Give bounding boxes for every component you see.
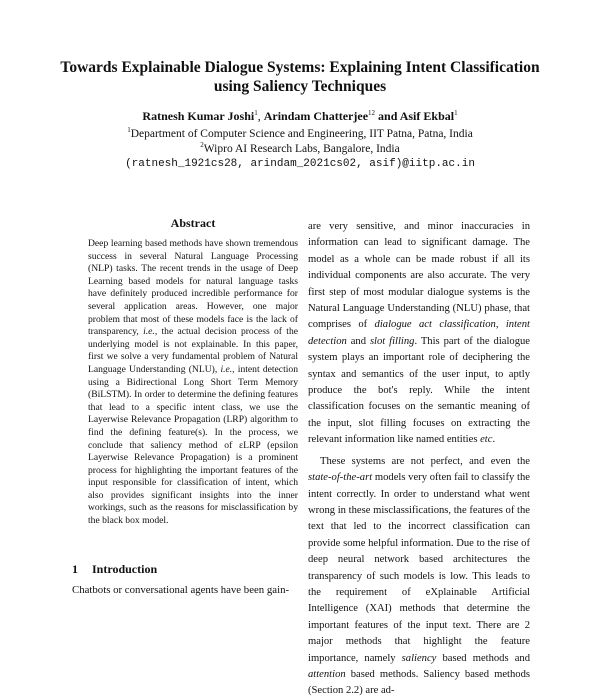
abstract-heading: Abstract xyxy=(170,216,216,230)
section-title: Introduction xyxy=(92,562,158,576)
paragraph-text: are very sensitive, and minor inaccuracies in information can lead to significant damage. The model as a whole can be made robust if all its individual components are also accurate. The very first step of most modular dialogue systems is the Natural Language Understanding (NLU) phase, that comprises of xyxy=(308,221,530,331)
abstract-text: Deep learning based methods have shown tremendous success in several Natural Language Processing (NLP) tasks. The recent trends in the usage of Deep Learning based models for natural language tasks have definitely produced incredible performance for several application areas. However, one major problem that most of these models face is the lack of transparency, xyxy=(88,238,298,338)
right-column-body xyxy=(308,219,530,700)
author-affiliation-marker: 1 xyxy=(254,109,258,117)
paragraph-text: , xyxy=(495,319,506,331)
affiliation-1 xyxy=(60,127,540,141)
affiliation-2 xyxy=(60,142,540,156)
title-line-1: Towards Explainable Dialogue Systems: Explaining Intent Classification xyxy=(60,59,540,76)
paragraph-text: based methods. Saliency based methods (Section 2.2) are ad- xyxy=(308,668,530,697)
author-name: Asif Ekbal xyxy=(399,109,455,123)
paragraph-emphasis: slot filling xyxy=(369,335,415,347)
abstract-emphasis: i.e. xyxy=(143,326,155,338)
abstract-body xyxy=(88,238,298,528)
author-separator: and xyxy=(375,109,400,123)
paragraph-text: and xyxy=(346,335,370,347)
paragraph-emphasis: saliency xyxy=(401,652,437,664)
paragraph-emphasis: etc xyxy=(480,434,493,446)
paragraph-emphasis: state-of-the-art xyxy=(308,472,373,484)
section-heading-introduction xyxy=(72,562,171,577)
author-affiliation-marker: 12 xyxy=(368,109,376,117)
section-number: 1 xyxy=(72,562,78,576)
paragraph-text: . xyxy=(492,434,496,446)
paragraph-text: . This part of the dialogue system plays an important role of deciphering the syntax and semantics of the user input, to aptly produce the bot's reply. While the intent classification focuses on the semantic meaning of the input, slot filling focuses on extracting the relevant information like named entities xyxy=(308,335,531,446)
abstract-text: , the actual decision process of the underlying model is not explainable. In this paper, first we solve a very fundamental problem of Natural Language Understanding (NLU), xyxy=(88,326,298,375)
paragraph-emphasis: intent detection xyxy=(308,319,530,347)
author-affiliation-marker: 1 xyxy=(454,109,458,117)
abstract-text: , intent detection using a Bidirectional Long Short Term Memory (BiLSTM). In order to determine the defining features that lead to a specific intent class, we use the Layerwise Relevance Propagation (LRP) algorithm to find the defining feature(s). In the process, we conclude that saliency method of εLRP (epsilon Layerwise Relevance Propagation) is a prominent process for highlighting the important features of the input responsible for classification of intent, which also provides significant insights into the inner workings, such as the reasons for misclassification by the black box model. xyxy=(88,363,298,527)
paragraph-text: These systems are not perfect, and even the xyxy=(320,455,530,467)
author-separator: , xyxy=(257,109,264,123)
affiliation-text: Wipro AI Research Labs, Bangalore, India xyxy=(203,143,400,155)
introduction-text: Chatbots or conversational agents have been gain- xyxy=(72,584,290,596)
abstract-emphasis: i.e. xyxy=(220,363,233,375)
paper-title xyxy=(60,58,540,96)
affiliation-marker: 1 xyxy=(127,126,131,135)
author-emails: (ratnesh_1921cs28, arindam_2021cs02, asif)@iitp.ac.in xyxy=(125,158,475,170)
introduction-body xyxy=(72,583,300,597)
affiliation-marker: 2 xyxy=(200,141,204,150)
author-name: Arindam Chatterjee xyxy=(263,109,369,123)
paragraph-text: models very often fail to classify the intent correctly. In order to understand what went wrong in these misclassifications, the features of the text that led to the incorrect classification can provide some helpful information. Due to the rise of deep neural network based architectures the transparency of such models is low. This leads to the requirement of eXplainable Artificial Intelligence (XAI) methods that determine the important features of the input text. There are 2 major methods that highlight the feature importance, namely xyxy=(308,472,530,664)
paragraph xyxy=(308,454,530,700)
paragraph-emphasis: dialogue act classification xyxy=(374,319,496,331)
paragraph xyxy=(308,219,530,449)
title-line-2: using Saliency Techniques xyxy=(213,78,387,95)
author-list xyxy=(60,109,540,124)
affiliation-text: Department of Computer Science and Engineering, IIT Patna, Patna, India xyxy=(130,128,473,140)
author-name: Ratnesh Kumar Joshi xyxy=(142,109,255,123)
paragraph-text: based methods and xyxy=(436,652,530,664)
paragraph-emphasis: attention xyxy=(308,668,346,680)
